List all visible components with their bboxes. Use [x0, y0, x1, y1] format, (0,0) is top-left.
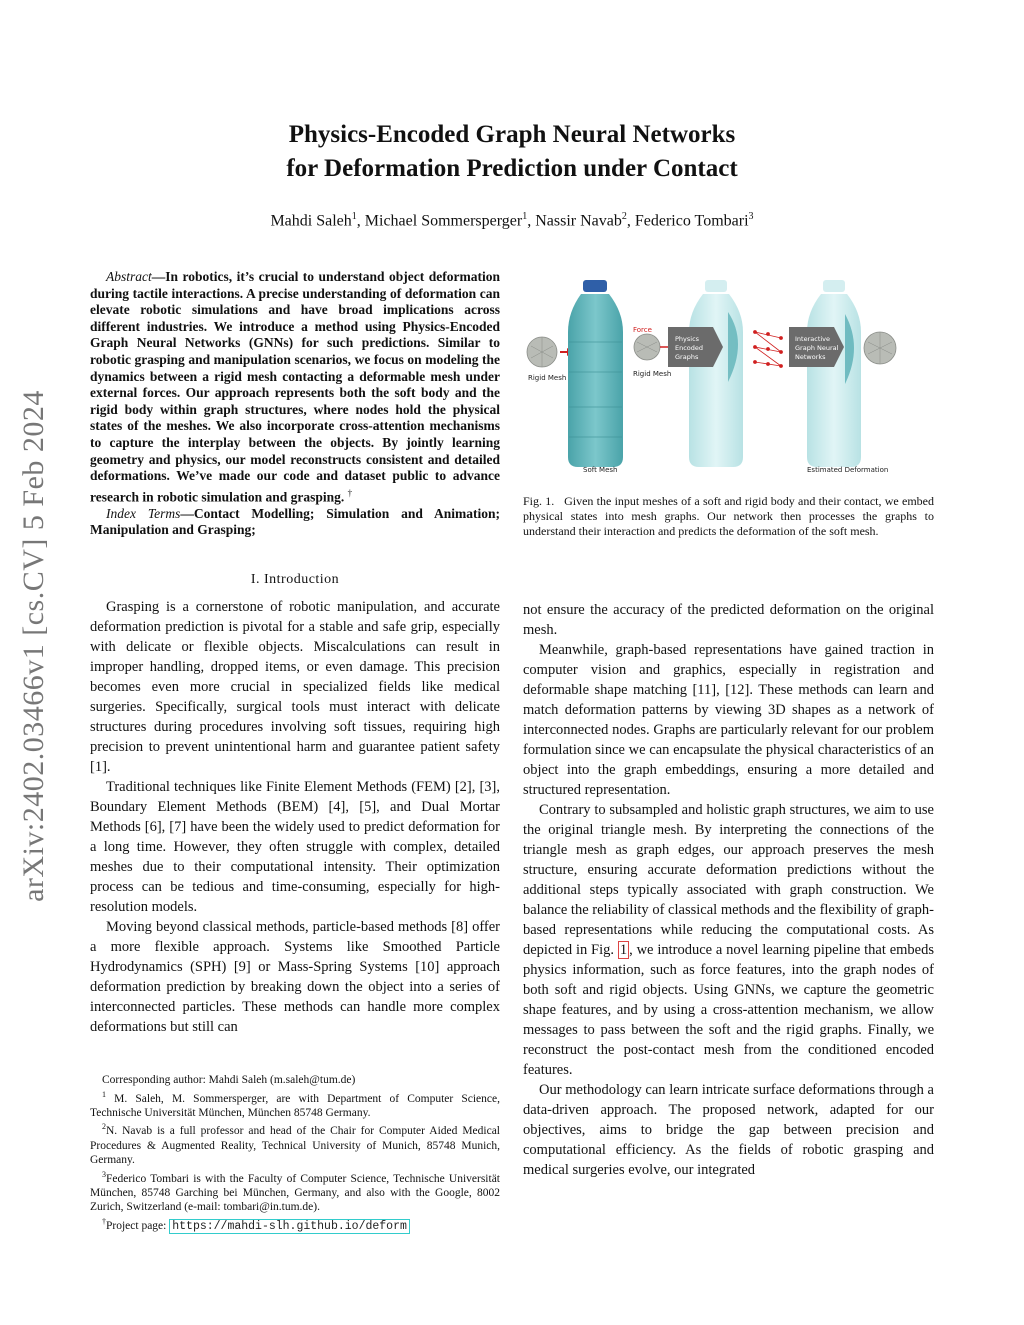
right-column-body — [523, 600, 934, 1180]
box1-line2: Encoded — [675, 344, 704, 352]
footnote-text: Federico Tombari is with the Faculty of Computer Science, Technische Universität München, 85748 Garching bei München, Germany, and also with the Google, 8002 Zurich, Switzerland (e-mail: tombari@in.tum.de). — [90, 1172, 500, 1214]
author-list: Mahdi Saleh$^1$, Michael Sommersperger$^1$, Nassir Navab$^2$, Federico Tombari$^3$ — [270, 211, 754, 230]
soft-bottle — [568, 280, 623, 467]
paragraph: Meanwhile, graph-based representations have gained traction in computer vision and graphics, especially in registration and deformable shape matching [11], [12]. These methods can learn and match deformation patterns by viewing 3D shapes as a network of interconnected nodes. Graphs are particularly relevant for our problem formulation since we can encapsulate the physical characteristics of an object into the graph embeddings, ensuring a more detailed and structured representation. — [523, 642, 934, 798]
paragraph-text: Contrary to subsampled and holistic graph structures, we aim to use the original triangle mesh. By interpreting the connections of the triangle mesh as graph edges, our approach preserves the mesh structure, ensuring accurate deformation predictions without the additional steps typically associated with graph construction. We balance the reliability of classical methods and the flexibility of graph-based representations while reducing the computational costs. As depicted in Fig. — [523, 802, 934, 958]
footnotes — [90, 1073, 500, 1234]
footnote-mark: 1 — [102, 1089, 106, 1099]
paragraph: Grasping is a cornerstone of robotic manipulation, and accurate deformation prediction is pivotal for a stable and safe grip, especially with delicate or flexible objects. Miscalculations can result in improper handling, dropped items, or even damage. This precision becomes even more crucial in specialized fields like medical surgeries. Specifically, surgical tools must interact with delicate structures during procedures involving soft tissues, requiring high precision to prevent unintentional harm and guarantee patient safety [1]. — [90, 599, 500, 775]
footnote-text: N. Navab is a full professor and head of the Chair for Computer Aided Medical Procedures & Augmented Reality, Technical University of Munich, 85748 Munich, Germany. — [90, 1125, 500, 1167]
author: Michael Sommersperger — [364, 212, 523, 230]
author: Federico Tombari — [634, 212, 749, 230]
paper-title — [90, 118, 934, 186]
box2-line2: Graph Neural — [795, 344, 839, 352]
title-line-2: for Deformation Prediction under Contact — [286, 155, 738, 182]
graph-edges — [754, 331, 783, 368]
left-column-body — [90, 597, 500, 1037]
box2-line1: Interactive — [795, 335, 831, 343]
title-line-1: Physics-Encoded Graph Neural Networks — [288, 121, 736, 148]
label-rigid-mesh: Rigid Mesh — [528, 374, 567, 382]
author: Mahdi Saleh — [270, 212, 352, 230]
caption-text: Given the input meshes of a soft and rigid body and their contact, we embed physical states into mesh graphs. Our network then processes the graphs to understand their interaction and predicts the deformation of the soft mesh. — [523, 494, 935, 538]
paragraph-continued: not ensure the accuracy of the predicted deformation on the original mesh. — [523, 602, 934, 638]
footnote-mark: † — [102, 1216, 106, 1226]
affiliation-mark: 2 — [621, 211, 627, 222]
affiliation-mark: 1 — [522, 211, 528, 222]
index-terms-label: Index Terms — [106, 505, 181, 521]
footnote-mark: 2 — [102, 1122, 106, 1132]
author: Nassir Navab — [535, 212, 622, 230]
footnote-corresponding: Corresponding author: Mahdi Saleh (m.saleh@tum.de) — [102, 1074, 356, 1086]
label-soft-mesh: Soft Mesh — [583, 466, 618, 474]
figure-1 — [523, 272, 938, 482]
footnote-text: Project page: — [106, 1219, 170, 1232]
caption-label: Fig. 1. — [523, 494, 555, 508]
box2-line3: Networks — [795, 353, 826, 361]
paragraph-text: , we introduce a novel learning pipeline that embeds physics information, such as force features, into the graph nodes of both soft and rigid objects. Using GNNs, we capture the geometric shape features, and by using a cross-attention mechanism, we allow messages to pass between the soft and the rigid graphs. Finally, we reconstruct the post-contact mesh from the conditioned encoded features. — [523, 942, 934, 1078]
abstract: Abstract—In robotics, it’s crucial to understand object deformation during tactile interactions. A precise understanding of deformation can elevate robotic simulations and have broad implications across different industries. We introduce a method using Physics-Encoded Graph Neural Networks (GNNs) for such predictions. Similar to robotic grasping and manipulation scenarios, we focus on modeling the dynamics between a rigid mesh contacting a deformable mesh under external forces. Our approach represents both the soft body and the rigid body within graph structures, where nodes hold the physical states of the meshes. We also incorporate cross-attention mechanisms to capture the interplay between the objects. By jointly learning geometry and physics, our model reconstructs consistent and detailed deformations. We’ve made our code and dataset public to advance research in robotic simulation and grasping. † Index Terms—Contact Modelling; Simulation and Animation; Manipulation and Grasping; — [90, 269, 500, 538]
figure-illustration — [523, 272, 938, 482]
label-force: Force — [633, 326, 652, 334]
paragraph: Our methodology can learn intricate surface deformations through a data-driven approach. The proposed network, adapted for our objectives, aims to bridge the gap between precision and computational efficiency. As the fields of robotic grasping and medical surgeries evolve, our integrated — [523, 1082, 934, 1178]
arxiv-side-label — [4, 366, 64, 926]
affiliation-mark: 1 — [351, 211, 357, 222]
abstract-label: Abstract — [106, 269, 152, 284]
paragraph: Moving beyond classical methods, particle-based methods [8] offer a more flexible approach. Systems like Smoothed Particle Hydrodynamics (SPH) [9] or Mass-Spring Systems [10] approach deformation prediction by breaking down the object into a series of interconnected particles. These methods can handle more complex deformations but still can — [90, 919, 500, 1035]
paragraph — [523, 800, 934, 1080]
footnote-mark: 3 — [102, 1169, 106, 1179]
project-page-link[interactable]: https://mahdi-slh.github.io/deform — [169, 1219, 410, 1234]
footnote-text: M. Saleh, M. Sommersperger, are with Department of Computer Science, Technische Universität München, München 85748 Germany. — [90, 1092, 500, 1119]
box1-line1: Physics — [675, 335, 700, 343]
figure-caption — [523, 494, 934, 539]
paragraph: Traditional techniques like Finite Element Methods (FEM) [2], [3], Boundary Element Methods (BEM) [4], [5], and Dual Mortar Methods [6], [7] have been the widely used to predict deformation for a long time. However, they often struggle with complex, detailed meshes due to their computational intensity. Their optimization process can be tedious and time-consuming, especially for high-resolution models. — [90, 779, 500, 915]
dagger-mark: † — [347, 487, 353, 498]
arxiv-id-text: arXiv:2402.03466v1 [cs.CV] 5 Feb 2024 — [17, 390, 50, 902]
graph-bottle — [689, 280, 743, 467]
label-estimated-deformation: Estimated Deformation — [807, 466, 889, 474]
section-heading-introduction: I. Introduction — [250, 572, 340, 587]
label-rigid-mesh-2: Rigid Mesh — [633, 370, 672, 378]
abstract-text: In robotics, it’s crucial to understand object deformation during tactile interactions. A precise understanding of deformation can elevate robotic simulations and have broad implications across different industries. We introduce a method using Physics-Encoded Graph Neural Networks (GNNs) for such predictions. Similar to robotic grasping and manipulation scenarios, we focus on modeling the dynamics between a rigid mesh contacting a deformable mesh under external forces. Our approach represents both the soft body and the rigid body within graph structures, where nodes hold the physical states of the meshes. We also incorporate cross-attention mechanisms to capture the interplay between the objects. By jointly learning geometry and physics, our model reconstructs consistent and detailed deformations. We’ve made our code and dataset public to advance research in robotic simulation and grasping. — [90, 269, 500, 505]
box1-line3: Graphs — [675, 353, 699, 361]
affiliation-mark: 3 — [748, 211, 754, 222]
estimated-bottle — [807, 280, 861, 467]
figure-reference-link[interactable]: 1 — [619, 942, 628, 958]
index-terms-text: Contact Modelling; Simulation and Animation; Manipulation and Grasping; — [90, 505, 500, 538]
